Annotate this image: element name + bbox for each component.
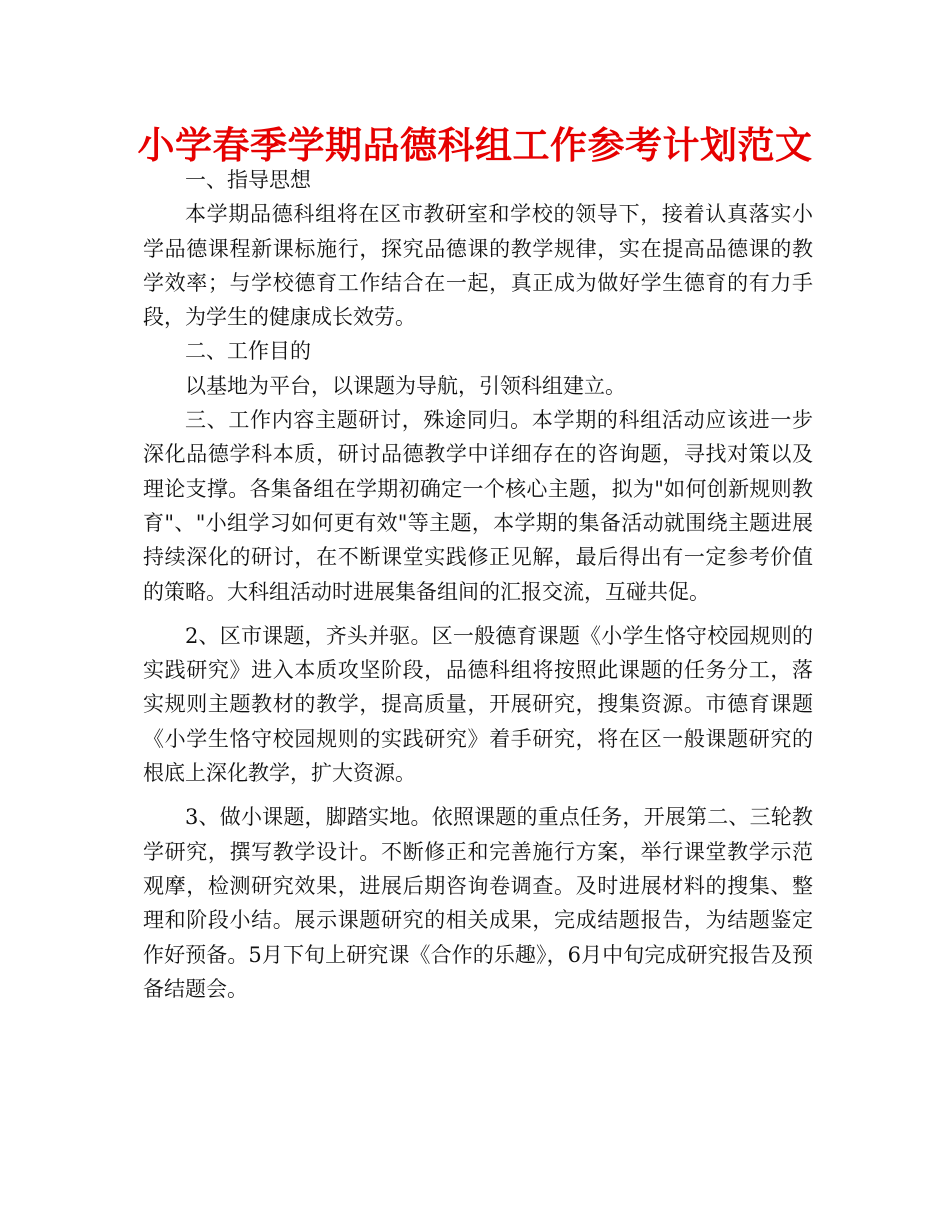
paragraph-work-goal: 以基地为平台，以课题为导航，引领科组建立。 bbox=[185, 373, 626, 398]
paragraph-small-topic: 3、做小课题，脚踏实地。依照课题的重点任务，开展第二、三轮教学研究，撰写教学设计。不断修正和完善施行方案，举行课堂教学示范观摩，检测研究效果，进展后期咨询卷调查。及时进展材料的搜集、整理和阶段小结。展示课题研究的相关成果，完成结题报告，为结题鉴定作好预备。5月下旬上研究课《合作的乐趣》，6月中旬完成研究报告及预备结题会。 bbox=[143, 805, 813, 1001]
section-heading-guiding-thought: 一、指导思想 bbox=[185, 168, 311, 192]
document-title: 小学春季学期品德科组工作参考计划范文 bbox=[137, 124, 813, 167]
paragraph-district-topic: 2、区市课题，齐头并驱。区一般德育课题《小学生恪守校园规则的实践研究》进入本质攻坚阶段，品德科组将按照此课题的任务分工，落实规则主题教材的教学，提高质量，开展研究，搜集资源。市德育课题《小学生恪守校园规则的实践研究》着手研究，将在区一般课题研究的根底上深化教学，扩大资源。 bbox=[143, 623, 813, 786]
document-body bbox=[143, 163, 813, 1006]
paragraph-guiding-thought: 本学期品德科组将在区市教研室和学校的领导下，接着认真落实小学品德课程新课标施行，探究品德课的教学规律，实在提高品德课的教学效率；与学校德育工作结合在一起，真正成为做好学生德育的有力手段，为学生的健康成长效劳。 bbox=[143, 202, 813, 330]
paragraph-work-content: 三、工作内容主题研讨，殊途同归。本学期的科组活动应该进一步深化品德学科本质，研讨品德教学中详细存在的咨询题，寻找对策以及理论支撑。各集备组在学期初确定一个核心主题，拟为"如何创新规则教育"、"小组学习如何更有效"等主题，本学期的集备活动就围绕主题进展持续深化的研讨，在不断课堂实践修正见解，最后得出有一定参考价值的策略。大科组活动时进展集备组间的汇报交流，互碰共促。 bbox=[143, 408, 813, 604]
section-heading-work-goal: 二、工作目的 bbox=[185, 339, 311, 364]
